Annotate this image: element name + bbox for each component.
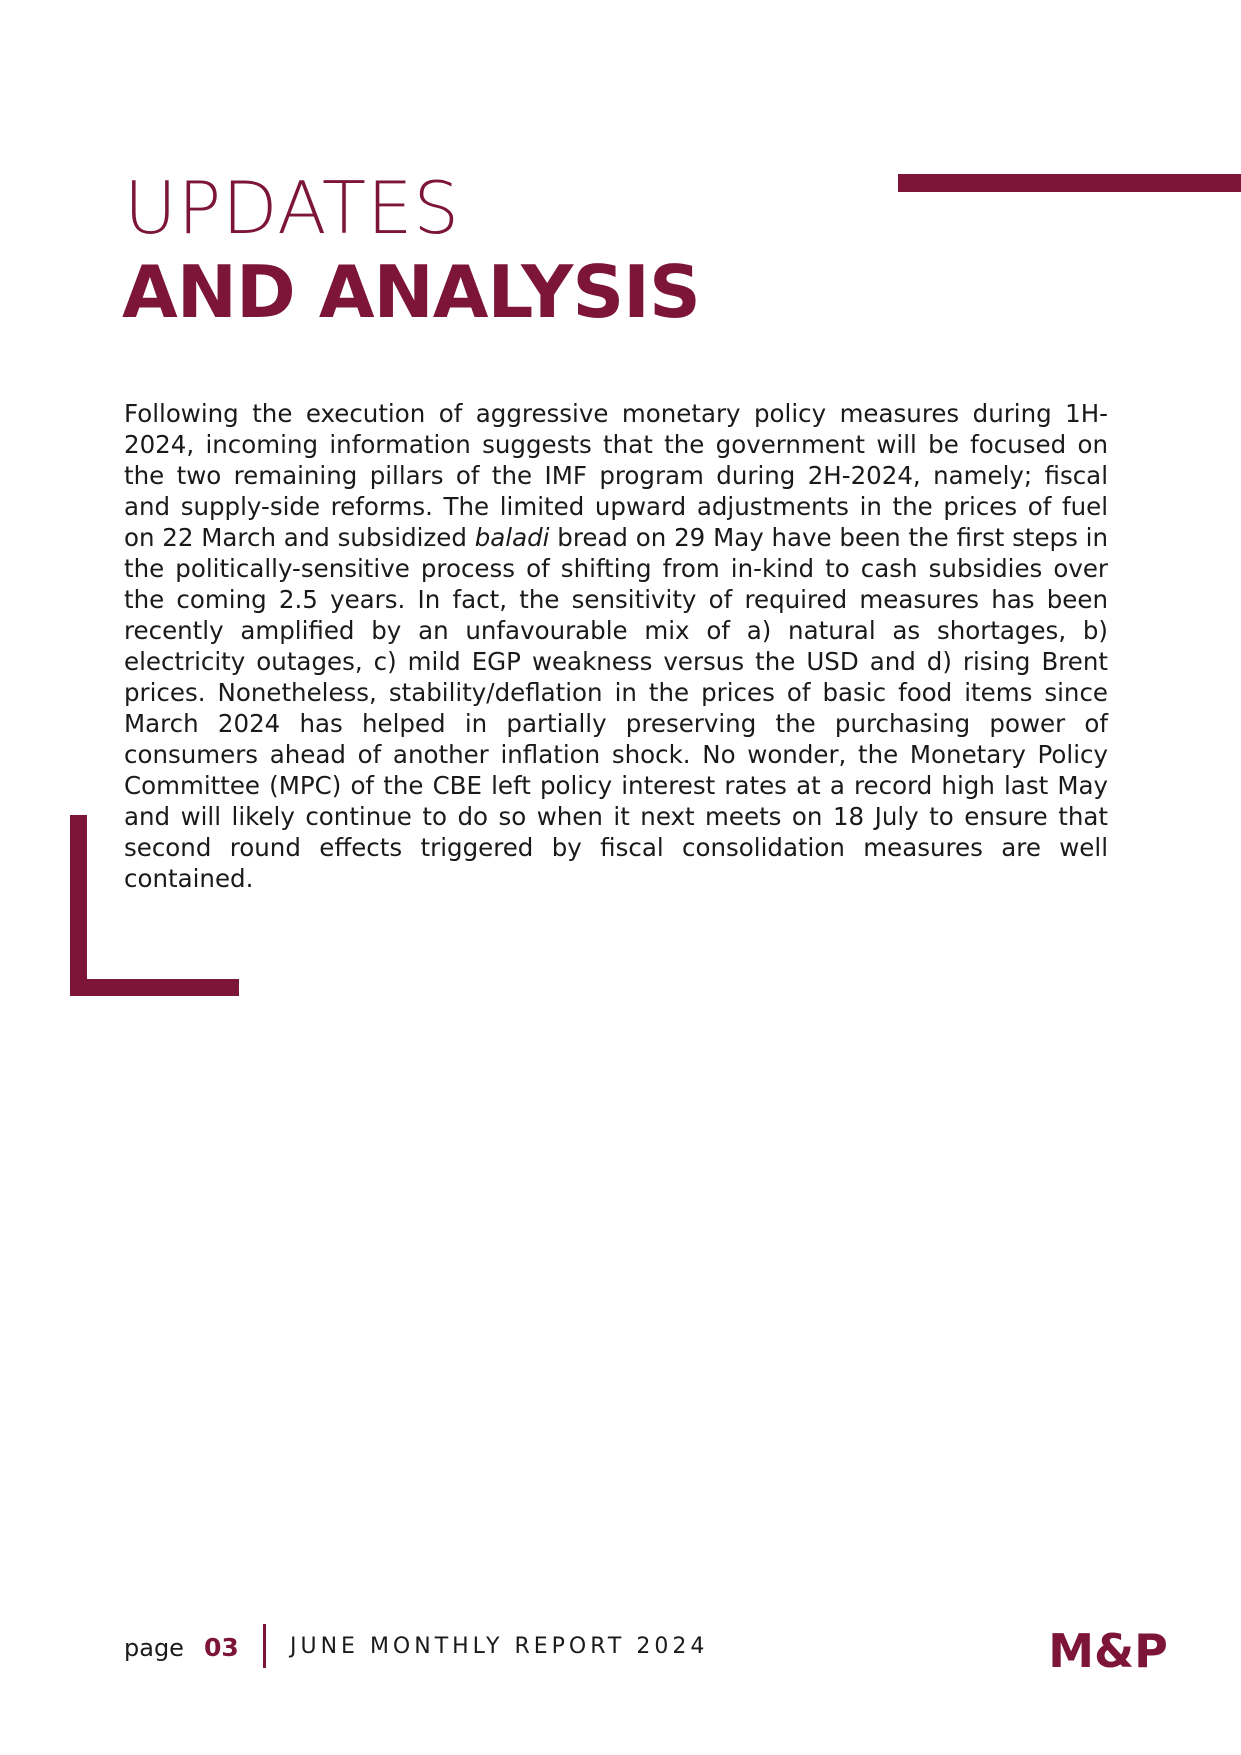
report-title: JUNE MONTHLY REPORT 2024 [290, 1634, 709, 1659]
page-title-line1: UPDATES [124, 166, 461, 250]
page-label: page [124, 1634, 184, 1662]
company-logo [1032, 1623, 1184, 1675]
page-number: 03 [204, 1633, 239, 1662]
body-text-part2: bread on 29 May have been the first steps in the politically-sensitive process of shifting from in-kind to cash subsidies over the coming 2.5 years. In fact, the sensitivity of required measures has been recently amplified by an unfavourable mix of a) natural as shortages, b) electricity outages, c) mild EGP weakness versus the USD and d) rising Brent prices. Nonetheless, stability/deflation in the prices of basic food items since March 2024 has helped in partially preserving the purchasing power of consumers ahead of another inflation shock. No wonder, the Monetary Policy Committee (MPC) of the CBE left policy interest rates at a record high last May and will likely continue to do so when it next meets on 18 July to ensure that second round effects triggered by fiscal consolidation measures are well contained. [124, 523, 1109, 893]
body-italic-word: baladi [474, 523, 550, 552]
top-accent-bar [898, 174, 1241, 192]
footer-divider [263, 1624, 266, 1668]
corner-bracket-vertical [70, 815, 87, 996]
page-title-line2: AND ANALYSIS [122, 250, 700, 334]
body-paragraph [124, 398, 1108, 894]
body-text-part1: Following the execution of aggressive monetary policy measures during 1H-2024, incoming information suggests that the government will be focused on the two remaining pillars of the IMF program during 2H-2024, namely; fiscal and supply-side reforms. The limited upward adjustments in the prices of fuel on 22 March and subsidized [124, 399, 1108, 552]
logo-text: M&P [1048, 1624, 1168, 1675]
corner-bracket-horizontal [70, 979, 239, 996]
footer [124, 1624, 1124, 1670]
